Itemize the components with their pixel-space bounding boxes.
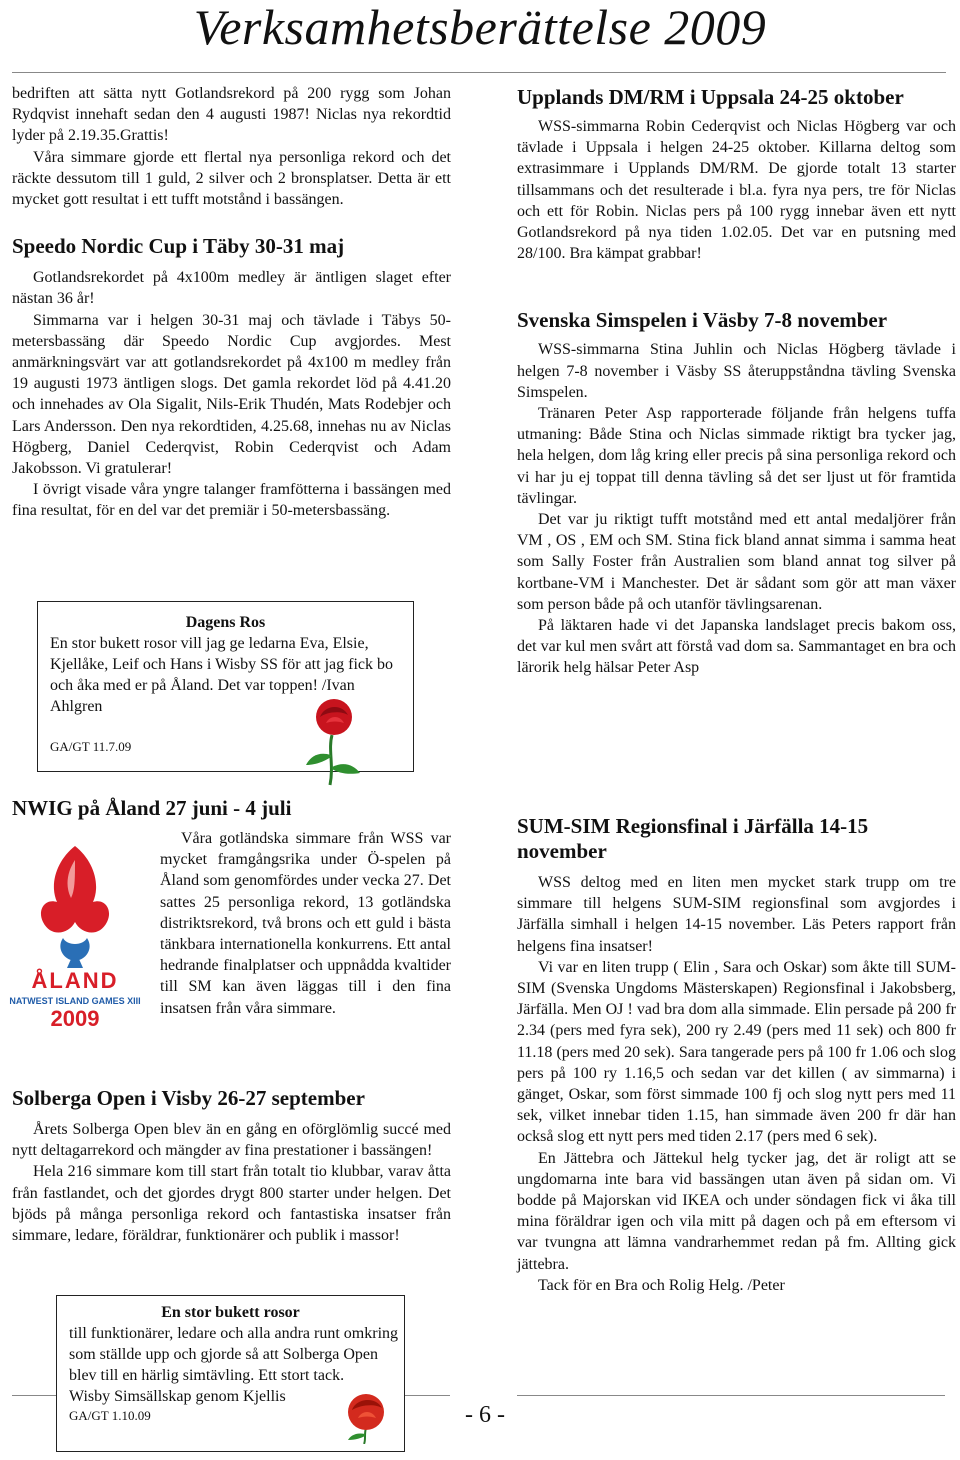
aland-logo xyxy=(5,838,145,1034)
page-number: - 6 - xyxy=(465,1402,505,1428)
bukett-signoff: Wisby Simsällskap genom Kjellis xyxy=(69,1388,286,1405)
rose-icon xyxy=(338,1388,394,1444)
left-column-top xyxy=(12,83,451,522)
bukett-signature: GA/GT 1.10.09 xyxy=(69,1408,151,1423)
bukett-title: En stor bukett rosor xyxy=(161,1304,300,1321)
simspelen-paragraph: På läktaren hade vi det Japanska landslaget precis bakom oss, det var kul men svårt att förstå vad dom sa. Sammantaget en bra och lärorik helg hälsar Peter Asp xyxy=(517,617,956,677)
simspelen-paragraph: Det var ju riktigt tufft motstånd med ett antal medaljörer från VM , OS , EM och SM. Stina fick bland annat simma i samma heat som Sally Foster från Australien som bland annat tog silver på kortbane-VM i Manchester. Det är sådant som gör att man växer som person både på och utanför tävlingsarenan. xyxy=(517,511,956,613)
solberga-section xyxy=(12,1086,451,1246)
nwig-paragraph: Våra gotländska simmare från WSS var mycket framgångsrika under Ö-spelen på Åland som genomfördes under vecka 27. Det sattes 25 personliga rekord, 13 gotländska distriktsrekord, två brons och ett guld i bästa tänkbara internationella konkurrens. Ett antal hedrande finalplatser och uppnådda kvaltider till SM kan även läggas till i den fina insatsen från våra simmare. xyxy=(160,830,451,1017)
simspelen-paragraph: Tränaren Peter Asp rapporterade följande från helgens tuffa utmaning: Både Stina och Niclas simmade riktigt bra tycker jag, hela helgen, dom låg kring eller precis på sina personliga rekord och vi har ju ej toppat till denna tävling så det ser ljust ut för framtida tävlingar. xyxy=(517,405,956,507)
speedo-paragraph: I övrigt visade våra yngre talanger framfötterna i bassängen med fina resultat, för en del var det premiär i 50-metersbassäng. xyxy=(12,481,451,520)
speedo-paragraph: Simmarna var i helgen 30-31 maj och tävlade i Täbys 50-metersbassäng där Speedo Nordic Cup avgjordes. Mest anmärkningsvärt var att gotlandsrekordet på 4x100 m medley från 19 augusti 1973 äntligen slogs. Det gamla rekordet löd på 4.41.20 och innehades av Ola Sigalit, Nils-Erik Thudén, Mats Rodebjer och Lars Andersson. Den nya rekordtiden, 4.25.68, innehas nu av Niclas Högberg, Daniel Cederqvist, Robin Cederqvist och Adam Jakobsson. Vi gratulerar! xyxy=(12,311,451,478)
solberga-paragraph: Årets Solberga Open blev än en gång en oförglömlig succé med nytt deltagarrekord och mängder av fina prestationer i bassängen! xyxy=(12,1121,451,1160)
sumsim-paragraph: Tack för en Bra och Rolig Helg. /Peter xyxy=(538,1276,785,1294)
nwig-heading: NWIG på Åland 27 juni - 4 juli xyxy=(12,796,292,820)
intro-paragraph: Våra simmare gjorde ett flertal nya personliga rekord och det räckte dessutom till 1 guld, 2 silver och 2 bronsplatser. Detta är ett mycket gott resultat i ett tufft motstånd i bassängen. xyxy=(12,148,451,209)
bukett-body: till funktionärer, ledare och alla andra runt omkring som ställde upp och gjorde så att Solberga Open blev till en härlig simtävling. Ett stort tack. xyxy=(69,1325,399,1384)
sumsim-paragraph: Vi var en liten trupp ( Elin , Sara och Oskar) som åkte till SUM-SIM (Svenska Ungdoms Mästerskapen) Regionsfinal i Jakobsberg, Järfälla. Men OJ ! vad bra dom alla simmade. Elin persade på 200 fr 2.34 (pers med fyra sek), 200 ry 2.49 (pers med 11 sek) och 800 fr 11.18 (pers med 20 sek). Sara tangerade pers på 100 fr 1.06 och slog pers på 100 ry 1.16,5 och sedan var det killen ( av simmarna) i gänget, Oskar, som först simmade 100 fj och slog nytt pers med 11 sek, vilket innebar tiden 1.15, han simmade även 200 fr där han också slog ett nytt pers med tiden 2.17 (pers med 6 sek). xyxy=(517,958,956,1146)
nwig-text-block xyxy=(160,828,451,1019)
page-title: Verksamhetsberättelse 2009 xyxy=(193,0,767,55)
sumsim-section xyxy=(517,814,956,1296)
sumsim-paragraph: En Jättebra och Jättekul helg tycker jag, det är roligt att se ungdomarna inte bara vid bassängen utan även på sidan om. Vi bodde på Majorskan vid IKEA och under söndagen fick vi åka till mina föräldrar igen och vila mitt på dagen och på em eftersom vi var tvungna att lämna vandrarhemmet redan på fm. Allting gick jättebra. xyxy=(517,1149,956,1273)
sumsim-paragraph: WSS deltog med en liten men mycket stark trupp om tre simmare till helgens SUM-SIM regionsfinal som avgjordes i Järfälla simhall i helgen 14-15 november. Läs Peters rapport från helgens fina insatser! xyxy=(517,874,956,955)
logo-text-year: 2009 xyxy=(50,1006,100,1031)
solberga-heading: Solberga Open i Visby 26-27 september xyxy=(12,1086,365,1110)
right-column-top xyxy=(517,85,956,679)
footer-rule-right xyxy=(517,1395,945,1396)
intro-paragraph: bedriften att sätta nytt Gotlandsrekord på 200 rygg som Johan Rydqvist innehaft sedan den 4 augusti 1987! Niclas nya rekordtid lyder på 2.19.35.Grattis! xyxy=(12,85,451,145)
speedo-paragraph: Gotlandsrekordet på 4x100m medley är äntligen slaget efter nästan 36 år! xyxy=(12,269,451,308)
dagens-ros-body: En stor bukett rosor vill jag ge ledarna Eva, Elsie, Kjellåke, Leif och Hans i Wisby SS för att jag fick bo och åka med er på Åland. Det var toppen! /Ivan Ahlgren xyxy=(50,635,393,715)
solberga-paragraph: Hela 216 simmare kom till start från totalt tio klubbar, varav åtta från fastlandet, och det gjordes drygt 800 starter under helgen. Det bjöds på många personliga rekord och fantastiska insatser från simmare, ledare, föräldrar, funktionärer och publik i massor! xyxy=(12,1163,451,1245)
sumsim-heading: SUM-SIM Regionsfinal i Järfälla 14-15 november xyxy=(517,814,869,863)
upplands-paragraph: WSS-simmarna Robin Cederqvist och Niclas Högberg var och tävlade i Uppsala i helgen 24-25 oktober. Killarna deltog som extrasimmare i Upplands DM/RM. De gjorde totalt 13 starter tillsammans och det resulterade i bl.a. fyra nya pers, tre för Niclas och ett för Robin. Niclas pers på 100 rygg innebar även ett nytt Gotlandsrekord på nya tiden 1.02.05. Det var en putsning med 28/100. Bra kämpat grabbar! xyxy=(517,118,956,263)
logo-text-games: NATWEST ISLAND GAMES XIII xyxy=(9,996,141,1006)
header-rule xyxy=(12,72,946,73)
speedo-heading: Speedo Nordic Cup i Täby 30-31 maj xyxy=(12,234,345,259)
simspelen-paragraph: WSS-simmarna Stina Juhlin och Niclas Högberg tävlade i helgen 7-8 november i Väsby SS återuppståndna tävling Svenska Simspelen. xyxy=(517,341,956,401)
logo-text-aland: ÅLAND xyxy=(31,968,119,993)
simspelen-heading: Svenska Simspelen i Väsby 7-8 november xyxy=(517,308,888,333)
rose-icon xyxy=(298,695,366,787)
upplands-heading: Upplands DM/RM i Uppsala 24-25 oktober xyxy=(517,85,904,109)
dagens-ros-title: Dagens Ros xyxy=(185,614,266,631)
dagens-ros-signature: GA/GT 11.7.09 xyxy=(50,739,132,754)
